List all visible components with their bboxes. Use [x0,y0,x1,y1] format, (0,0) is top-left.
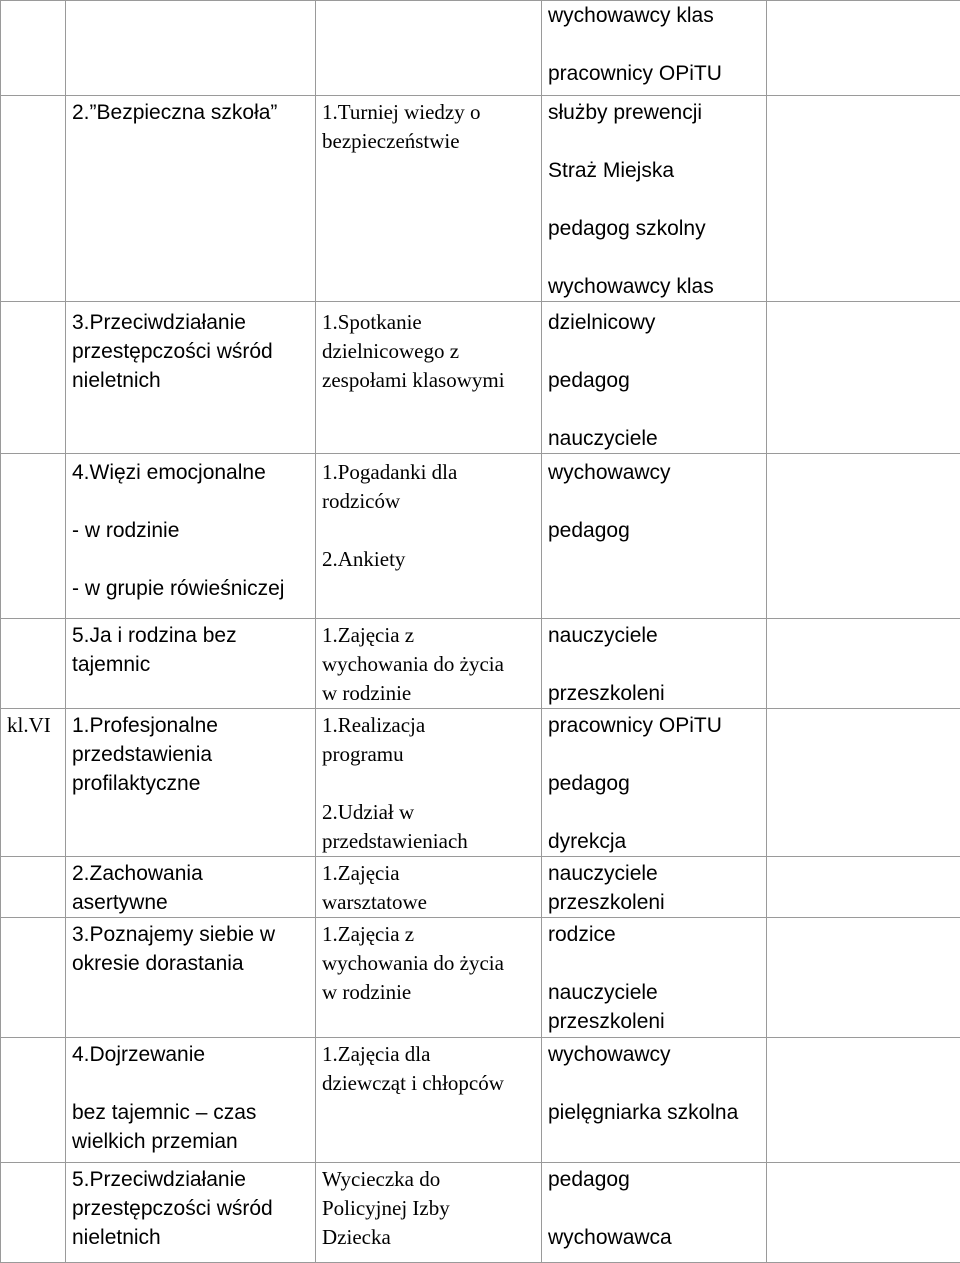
line-spacer [548,650,766,679]
topic-cell-line: bez tajemnic – czas [72,1098,315,1127]
topic-cell [66,1163,316,1263]
activity-cell [316,918,542,1038]
empty-cell [767,454,960,619]
line-spacer [548,1194,766,1223]
empty-cell [767,619,960,709]
responsible-cell-line: wychowawcy klas [548,1,766,30]
activity-cell-line: dzielnicowego z [322,337,541,366]
table-row [1,857,960,918]
activity-cell [316,619,542,709]
topic-cell-line: przestępczości wśród [72,1194,315,1223]
table-row [1,96,960,302]
activity-cell-line: 1.Zajęcia [322,859,541,888]
activity-cell [316,857,542,918]
responsible-cell [542,918,767,1038]
responsible-cell-line: pracownicy OPiTU [548,711,766,740]
responsible-cell-line: dyrekcja [548,827,766,856]
responsible-cell [542,1163,767,1263]
table-row [1,1,960,96]
responsible-cell-line: dzielnicowy [548,308,766,337]
responsible-cell-line: nauczyciele [548,859,766,888]
table-row [1,454,960,619]
topic-cell [66,1,316,96]
topic-cell [66,857,316,918]
activity-cell [316,96,542,302]
line-spacer [548,798,766,827]
responsible-cell [542,454,767,619]
topic-cell [66,302,316,454]
responsible-cell [542,1,767,96]
topic-cell [66,619,316,709]
activity-cell-line: Policyjnej Izby [322,1194,541,1223]
line-spacer [548,185,766,214]
activity-cell-line: 1.Turniej wiedzy o [322,98,541,127]
activity-cell [316,302,542,454]
responsible-cell-line: wychowawcy [548,1040,766,1069]
responsible-cell-line: pedagog szkolny [548,214,766,243]
line-spacer [548,487,766,516]
line-spacer [548,1069,766,1098]
line-spacer [322,516,541,545]
topic-cell-line: 4.Więzi emocjonalne [72,458,315,487]
topic-cell-line: przestępczości wśród [72,337,315,366]
empty-cell [767,1038,960,1163]
topic-cell-line: wielkich przemian [72,1127,315,1156]
topic-cell-line: 3.Przeciwdziałanie [72,308,315,337]
topic-cell-line: 2.”Bezpieczna szkoła” [72,98,315,127]
topic-cell-line: nieletnich [72,366,315,395]
responsible-cell-line: pedagog [548,366,766,395]
activity-cell-line: warsztatowe [322,888,541,917]
activity-cell [316,1038,542,1163]
activity-cell-line: programu [322,740,541,769]
grade-cell [1,302,66,454]
grade-cell [1,1163,66,1263]
responsible-cell [542,302,767,454]
topic-cell-line: profilaktyczne [72,769,315,798]
responsible-cell-line: służby prewencji [548,98,766,127]
responsible-cell-line: pielęgniarka szkolna [548,1098,766,1127]
responsible-cell-line: Straż Miejska [548,156,766,185]
activity-cell-line: w rodzinie [322,679,541,708]
empty-cell [767,918,960,1038]
line-spacer [72,545,315,574]
responsible-cell-line: wychowawca [548,1223,766,1252]
line-spacer [322,769,541,798]
line-spacer [548,949,766,978]
responsible-cell-line: przeszkoleni [548,679,766,708]
table-row [1,619,960,709]
activity-cell-line: zespołami klasowymi [322,366,541,395]
responsible-cell-line: nauczyciele [548,621,766,650]
activity-cell [316,454,542,619]
grade-cell [1,1038,66,1163]
activity-cell-line: dziewcząt i chłopców [322,1069,541,1098]
responsible-cell-line: nauczyciele [548,978,766,1007]
responsible-cell-line: przeszkoleni [548,888,766,917]
grade-cell [1,454,66,619]
activity-cell-line: przedstawieniach [322,827,541,856]
activity-cell-line: wychowania do życia [322,949,541,978]
line-spacer [548,740,766,769]
table-row [1,1038,960,1163]
activity-cell-line: rodziców [322,487,541,516]
responsible-cell-line: rodzice [548,920,766,949]
activity-cell-line: Wycieczka do [322,1165,541,1194]
grade-cell [1,709,66,857]
topic-cell [66,96,316,302]
responsible-cell-line: wychowawcy [548,458,766,487]
empty-cell [767,857,960,918]
grade-cell-text: kl.VI [7,711,65,740]
activity-cell-line: bezpieczeństwie [322,127,541,156]
activity-cell-line: 1.Pogadanki dla [322,458,541,487]
responsible-cell-line: pedagog [548,769,766,798]
responsible-cell-line: nauczyciele [548,424,766,453]
activity-cell [316,709,542,857]
empty-cell [767,1,960,96]
topic-cell-line: 5.Ja i rodzina bez [72,621,315,650]
responsible-cell-line: pracownicy OPiTU [548,59,766,88]
responsible-cell-line: przeszkoleni [548,1007,766,1036]
grade-cell [1,96,66,302]
activity-cell-line: wychowania do życia [322,650,541,679]
line-spacer [72,487,315,516]
activity-cell-line: 2.Ankiety [322,545,541,574]
topic-cell-line: 1.Profesjonalne [72,711,315,740]
topic-cell-line: okresie dorastania [72,949,315,978]
line-spacer [548,127,766,156]
grade-cell [1,857,66,918]
topic-cell-line: 3.Poznajemy siebie w [72,920,315,949]
responsible-cell [542,857,767,918]
grade-cell [1,619,66,709]
grade-cell [1,1,66,96]
topic-cell [66,454,316,619]
activity-cell [316,1,542,96]
activity-cell [316,1163,542,1263]
responsible-cell [542,1038,767,1163]
activity-cell-line: 1.Realizacja [322,711,541,740]
topic-cell [66,1038,316,1163]
line-spacer [548,395,766,424]
activity-cell-line: w rodzinie [322,978,541,1007]
topic-cell [66,709,316,857]
responsible-cell-line: pedagog [548,1165,766,1194]
responsible-cell-line: pedagog [548,516,766,545]
activity-cell-line: 1.Zajęcia dla [322,1040,541,1069]
table-row [1,1163,960,1263]
table-row [1,709,960,857]
activity-cell-line: 1.Zajęcia z [322,920,541,949]
responsible-cell [542,709,767,857]
empty-cell [767,709,960,857]
topic-cell-line: nieletnich [72,1223,315,1252]
line-spacer [548,30,766,59]
topic-cell-line: - w rodzinie [72,516,315,545]
topic-cell [66,918,316,1038]
responsible-cell-line: wychowawcy klas [548,272,766,301]
topic-cell-line: asertywne [72,888,315,917]
line-spacer [72,1069,315,1098]
activity-cell-line: 1.Zajęcia z [322,621,541,650]
topic-cell-line: tajemnic [72,650,315,679]
activity-cell-line: Dziecka [322,1223,541,1252]
responsible-cell [542,619,767,709]
responsible-cell [542,96,767,302]
empty-cell [767,1163,960,1263]
topic-cell-line: 2.Zachowania [72,859,315,888]
topic-cell-line: przedstawienia [72,740,315,769]
line-spacer [548,243,766,272]
table-row [1,302,960,454]
topic-cell-line: 5.Przeciwdziałanie [72,1165,315,1194]
topic-cell-line: - w grupie rówieśniczej [72,574,315,603]
empty-cell [767,302,960,454]
table-body [1,1,960,1263]
topic-cell-line: 4.Dojrzewanie [72,1040,315,1069]
empty-cell [767,96,960,302]
activity-cell-line: 2.Udział w [322,798,541,827]
activity-cell-line: 1.Spotkanie [322,308,541,337]
line-spacer [548,337,766,366]
grade-cell [1,918,66,1038]
table-row [1,918,960,1038]
